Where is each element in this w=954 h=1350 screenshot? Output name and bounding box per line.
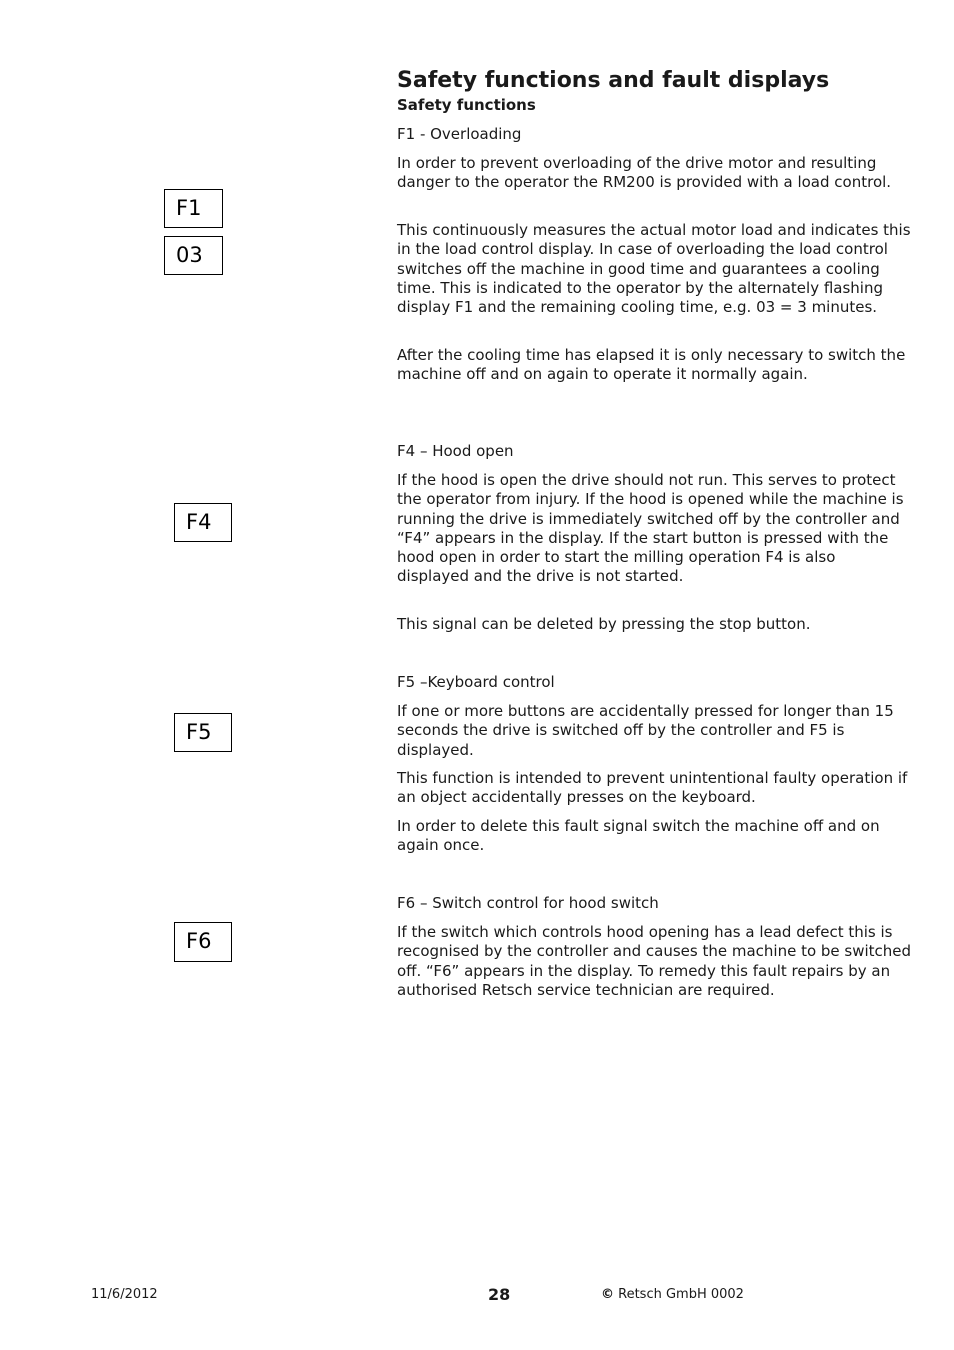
f5-paragraph-3: In order to delete this fault signal switch the machine off and on again once. [397,817,880,855]
footer-copyright [601,1287,744,1302]
copyright-symbol: © [601,1287,614,1302]
f1-section-title: F1 - Overloading [397,125,522,143]
page-title: Safety functions and fault displays [397,68,830,93]
f5-paragraph-1: If one or more buttons are accidentally pressed for longer than 15 seconds the drive is switched off by the controller and F5 is displayed. [397,702,894,759]
display-f4: F4 [174,503,232,542]
copyright-text: Retsch GmbH 0002 [618,1287,744,1302]
f4-paragraph-2: This signal can be deleted by pressing the stop button. [397,615,811,633]
f1-paragraph-1: In order to prevent overloading of the drive motor and resulting danger to the operator the RM200 is provided with a load control. [397,154,892,192]
page-number: 28 [488,1285,511,1304]
f1-paragraph-3: After the cooling time has elapsed it is only necessary to switch the machine off and on again to operate it normally again. [397,346,906,384]
display-f1: F1 [164,189,223,228]
f5-paragraph-2: This function is intended to prevent unintentional faulty operation if an object accidentally presses on the keyboard. [397,769,908,807]
f4-paragraph-1: If the hood is open the drive should not run. This serves to protect the operator from injury. If the hood is opened while the machine is running the drive is immediately switched off by the controller and “F4” appears in the display. If the start button is pressed with the hood open in order to start the milling operation F4 is also displayed and the drive is not started. [397,471,904,586]
f6-paragraph-1: If the switch which controls hood opening has a lead defect this is recognised by the controller and causes the machine to be switched off. “F6” appears in the display. To remedy this fault repairs by an authorised Retsch service technician are required. [397,923,912,999]
display-03: 03 [164,236,223,275]
display-f6: F6 [174,922,232,962]
f4-section-title: F4 – Hood open [397,442,514,460]
f1-paragraph-2: This continuously measures the actual motor load and indicates this in the load control display. In case of overloading the load control switches off the machine in good time and guarantees a cooling time. This is indicated to the operator by the alternately flashing display F1 and the remaining cooling time, e.g. 03 = 3 minutes. [397,221,911,317]
display-f5: F5 [174,713,232,752]
footer-date: 11/6/2012 [91,1287,158,1302]
section-subtitle: Safety functions [397,96,536,114]
f6-section-title: F6 – Switch control for hood switch [397,894,659,912]
f5-section-title: F5 –Keyboard control [397,673,555,691]
